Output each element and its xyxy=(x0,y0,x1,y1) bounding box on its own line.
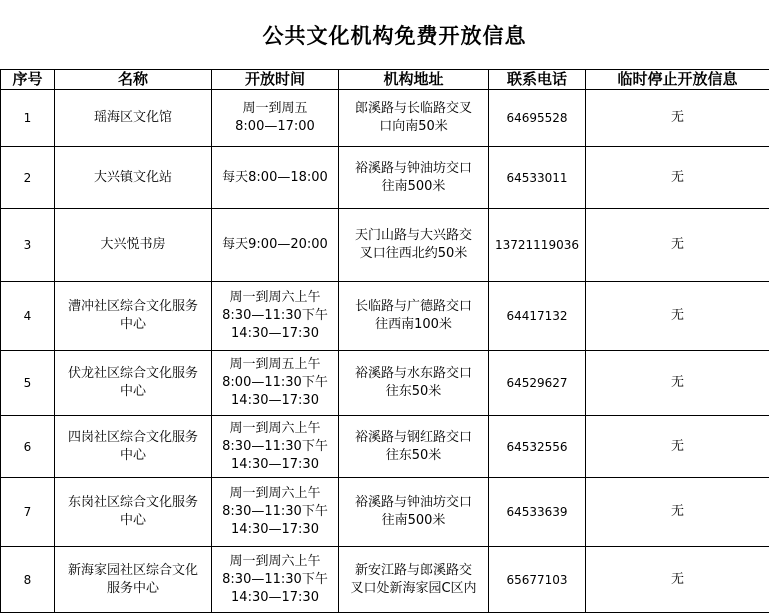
header-status: 临时停止开放信息 xyxy=(586,70,769,90)
cell-name: 东岗社区综合文化服务 中心 xyxy=(55,478,212,547)
cell-no: 8 xyxy=(1,547,55,613)
header-no: 序号 xyxy=(1,70,55,90)
cell-name: 大兴镇文化站 xyxy=(55,147,212,209)
cell-phone: 64533639 xyxy=(489,478,586,547)
header-row xyxy=(1,70,769,90)
table-row xyxy=(1,147,769,209)
table-row xyxy=(1,547,769,613)
cell-phone: 64417132 xyxy=(489,282,586,351)
table-row xyxy=(1,90,769,147)
cell-no: 2 xyxy=(1,147,55,209)
cell-time: 每天9:00—20:00 xyxy=(212,209,339,282)
cell-address: 裕溪路与钢红路交口 往东50米 xyxy=(339,416,489,478)
cell-phone: 65677103 xyxy=(489,547,586,613)
cell-time: 周一到周六上午 8:30—11:30下午 14:30—17:30 xyxy=(212,547,339,613)
table-row xyxy=(1,282,769,351)
cell-no: 7 xyxy=(1,478,55,547)
header-time: 开放时间 xyxy=(212,70,339,90)
cell-time: 每天8:00—18:00 xyxy=(212,147,339,209)
cell-status: 无 xyxy=(586,478,769,547)
cell-time: 周一到周六上午 8:30—11:30下午 14:30—17:30 xyxy=(212,478,339,547)
cell-time: 周一到周五上午 8:00—11:30下午 14:30—17:30 xyxy=(212,351,339,416)
cell-name: 新海家园社区综合文化 服务中心 xyxy=(55,547,212,613)
table-row xyxy=(1,416,769,478)
cell-time: 周一到周六上午 8:30—11:30下午 14:30—17:30 xyxy=(212,416,339,478)
cell-phone: 64532556 xyxy=(489,416,586,478)
cell-time: 周一到周五 8:00—17:00 xyxy=(212,90,339,147)
cell-address: 裕溪路与钟油坊交口 往南500米 xyxy=(339,478,489,547)
cell-no: 6 xyxy=(1,416,55,478)
table-row xyxy=(1,351,769,416)
info-table xyxy=(0,69,769,613)
cell-address: 裕溪路与钟油坊交口 往南500米 xyxy=(339,147,489,209)
cell-status: 无 xyxy=(586,351,769,416)
cell-address: 新安江路与郎溪路交 叉口处新海家园C区内 xyxy=(339,547,489,613)
header-name: 名称 xyxy=(55,70,212,90)
cell-name: 漕冲社区综合文化服务 中心 xyxy=(55,282,212,351)
cell-status: 无 xyxy=(586,547,769,613)
cell-no: 1 xyxy=(1,90,55,147)
cell-address: 裕溪路与水东路交口 往东50米 xyxy=(339,351,489,416)
cell-phone: 64695528 xyxy=(489,90,586,147)
table-row xyxy=(1,478,769,547)
cell-address: 天门山路与大兴路交 叉口往西北约50米 xyxy=(339,209,489,282)
cell-address: 长临路与广德路交口 往西南100米 xyxy=(339,282,489,351)
header-address: 机构地址 xyxy=(339,70,489,90)
cell-name: 瑶海区文化馆 xyxy=(55,90,212,147)
cell-time: 周一到周六上午 8:30—11:30下午 14:30—17:30 xyxy=(212,282,339,351)
cell-status: 无 xyxy=(586,147,769,209)
cell-address: 郎溪路与长临路交叉 口向南50米 xyxy=(339,90,489,147)
cell-name: 大兴悦书房 xyxy=(55,209,212,282)
cell-no: 5 xyxy=(1,351,55,416)
cell-name: 伏龙社区综合文化服务 中心 xyxy=(55,351,212,416)
cell-status: 无 xyxy=(586,282,769,351)
header-phone: 联系电话 xyxy=(489,70,586,90)
sheet-title: 公共文化机构免费开放信息 xyxy=(262,23,527,48)
cell-status: 无 xyxy=(586,209,769,282)
cell-name: 四岗社区综合文化服务 中心 xyxy=(55,416,212,478)
cell-status: 无 xyxy=(586,90,769,147)
cell-phone: 13721119036 xyxy=(489,209,586,282)
cell-status: 无 xyxy=(586,416,769,478)
cell-phone: 64533011 xyxy=(489,147,586,209)
title-row xyxy=(0,0,769,69)
cell-no: 4 xyxy=(1,282,55,351)
table-row xyxy=(1,209,769,282)
cell-phone: 64529627 xyxy=(489,351,586,416)
cell-no: 3 xyxy=(1,209,55,282)
